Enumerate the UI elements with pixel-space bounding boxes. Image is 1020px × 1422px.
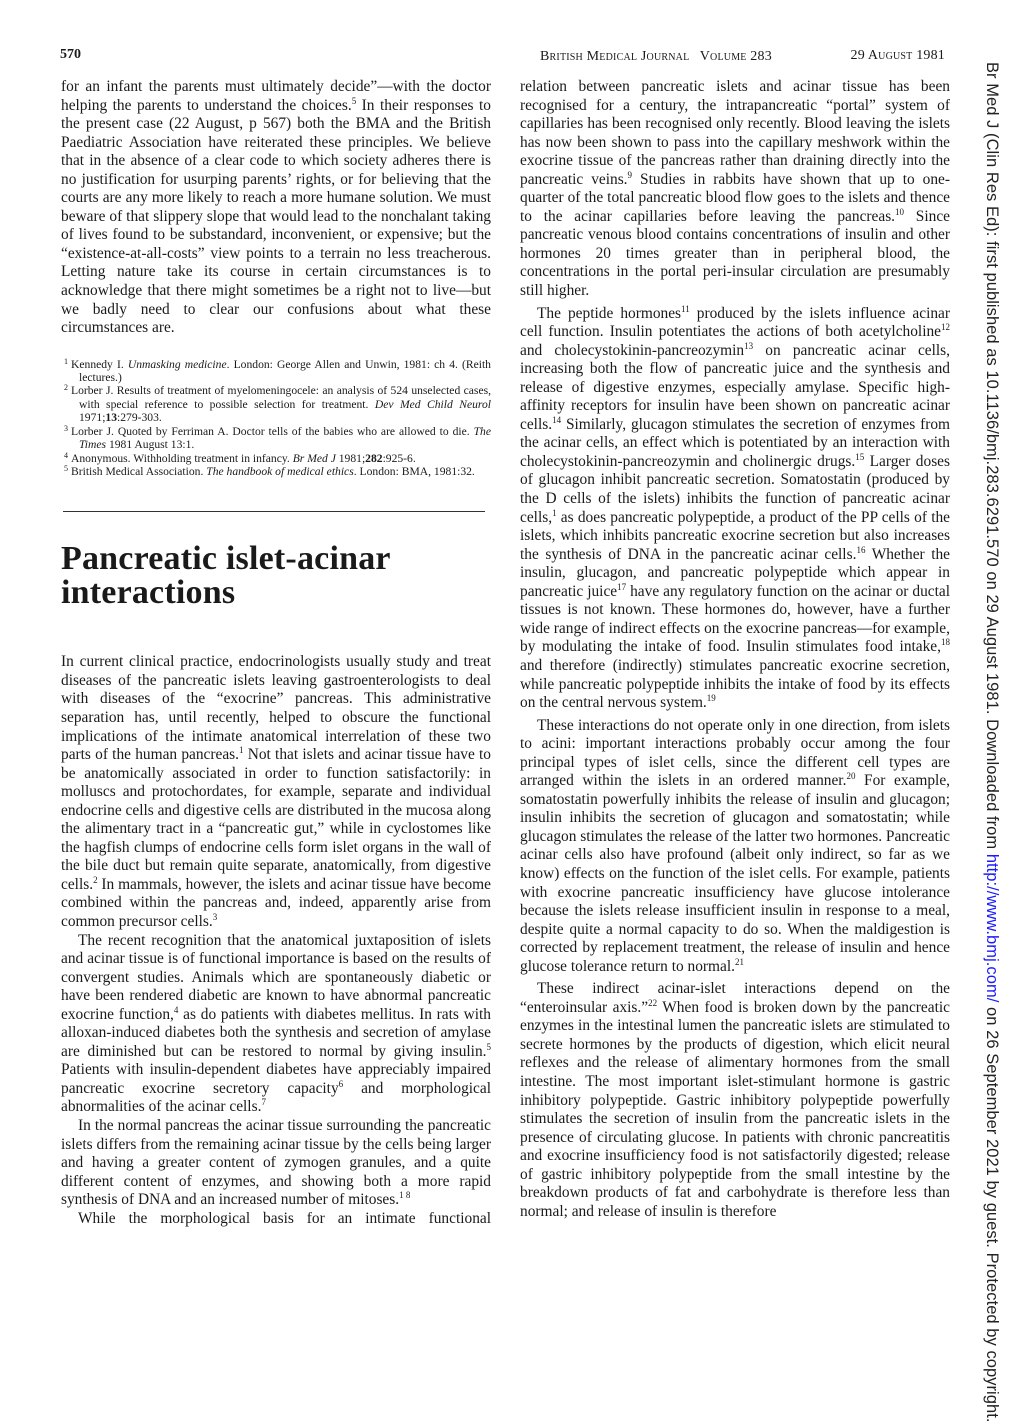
- reference-number: 1: [64, 356, 68, 366]
- journal-name-text: British Medical Journal: [540, 49, 690, 64]
- source-title: Br Med J: [292, 451, 336, 465]
- citation: 12: [941, 322, 950, 333]
- citation: 21: [734, 956, 744, 967]
- text: as does pancreatic polypeptide, a product of the PP cells of the islets, which inhibits pancreatic exocrine secretion but also increases the synthesis of DNA in the pancreatic acinar cells.: [520, 508, 950, 563]
- paragraph-continued: [520, 78, 950, 301]
- citation: 1 8: [399, 1190, 411, 1201]
- text: In mammals, however, the islets and acinar tissue have become combined within the pancreas and, indeed, apparently arise from common precursor cells.: [61, 875, 491, 930]
- reference-item: [61, 452, 491, 465]
- text: While the morphological basis for an intimate functional: [78, 1209, 491, 1227]
- citation: 1: [239, 745, 244, 756]
- download-notice-sidebar: [982, 62, 1001, 1422]
- paragraph: [61, 1117, 491, 1210]
- text: Lorber J. Results of treatment of myelomeningocele: an analysis of 524 unselected cases, with special reference to possible selection for treatment.: [71, 384, 491, 411]
- citation: 13: [744, 340, 754, 351]
- text: In the normal pancreas the acinar tissue surrounding the pancreatic islets differs from the remaining acinar tissue by the cells being larger and having a greater content of zymogen granules, and a quite different content of enzymes, and showing both a more rapid synthesis of DNA and an increased number of mitoses.: [61, 1116, 491, 1209]
- text: . London: BMA, 1981:32.: [353, 464, 475, 478]
- source-title: The handbook of medical ethics: [206, 464, 354, 478]
- citation: 16: [856, 544, 866, 555]
- citation: 9: [627, 169, 633, 180]
- reference-number: 2: [64, 383, 68, 393]
- text: Kennedy I.: [71, 357, 128, 371]
- sidebar-text: on 26 September 2021 by guest. Protected by copyright.: [983, 1002, 1001, 1422]
- text: In current clinical practice, endocrinologists usually study and treat diseases of the pancreatic islets leaving gastroenterologists to deal with diseases of the “exocrine” pancreas. This administrative separation has, until recently, helped to obscure the functional implications of the intimate anatomical interrelation of these two parts of the human pancreas.: [61, 653, 491, 764]
- text: Similarly, glucagon stimulates the secretion of enzymes from the acinar cells, an effect which is potentiated by an interaction with cholecystokinin-pancreozymin and cholinergic drugs.: [520, 415, 950, 470]
- text: British Medical Association.: [71, 464, 207, 478]
- article-title: Pancreatic islet-acinar interactions: [61, 540, 391, 612]
- reference-item: [61, 425, 491, 452]
- text: These interactions do not operate only in one direction, from islets to acini: important interactions probably occur among the four principal types of islet cells, since the different cell types are arranged within the islets in an ordered manner.: [520, 716, 950, 790]
- citation: 19: [706, 693, 716, 704]
- citation: 5: [486, 1041, 491, 1052]
- text: Larger doses of glucagon inhibit pancreatic secretion. Somatostatin (produced by the D cells of the islets) inhibits the function of pancreatic acinar cells,: [520, 452, 950, 526]
- text: . London: George Allen and Unwin, 1981: ch 4. (Reith lectures.): [79, 357, 491, 385]
- text: for an infant the parents must ultimately decide”—with the doctor helping the parents to understand the choices.: [61, 78, 491, 114]
- reference-item: [61, 358, 491, 385]
- paragraph: [520, 980, 950, 1221]
- text: relation between pancreatic islets and acinar tissue has been recognised for a century, the intrapancreatic “portal” system of capillaries has been recognised only recently. Blood leaving the islets has now been shown to pass into the capillary meshwork within the exocrine tissue of the pancreas rather than draining directly into the pancreatic veins.: [520, 78, 950, 188]
- left-column: [61, 78, 491, 1228]
- text: and cholecystokinin-pancreozymin: [520, 341, 745, 359]
- volume: 282: [365, 451, 383, 465]
- text: Lorber J. Quoted by Ferriman A. Doctor tells of the babies who are allowed to die.: [71, 424, 474, 438]
- reference-item: [61, 465, 491, 478]
- page-number: 570: [60, 47, 81, 62]
- text: For example, somatostatin powerfully inhibits the release of insulin and glucagon; insulin inhibits the secretion of glucagon and somatostatin; while glucagon stimulates the release of the latter two hormones. Pancreatic acinar cells also have profound (albeit only indirect, so far as we know) effects on the function of the islet cells. For example, patients with exocrine pancreatic insufficiency have glucose intolerance because the islets release insufficient insulin in response to a meal, despite quite a normal capacity to do so. When the maldigestion is corrected by replacement treatment, the release of insulin and hence glucose tolerance return to normal.: [520, 772, 950, 975]
- text: In their responses to the present case (22 August, p 567) both the BMA and the British Paediatric Association have reiterated these principles. We believe that in the absence of a clear code to which society adheres there is no justification for usurping parents’ rights, or for believing that the courts are any more likely to reach a more humane solution. We must beware of that slippery slope that would lead to the nonchalant taking of lives found to be substandard, inconvenient, or expensive; but the “existence-at-all-costs” view points to a terrain no less treacherous. Letting nature take its course in certain circumstances is to acknowledge that there might sometimes be a right not to live—but we badly need to clear our confusions about what these circumstances are.: [61, 96, 492, 337]
- citation: 18: [941, 637, 950, 648]
- citation: 17: [617, 581, 627, 592]
- citation: 22: [648, 997, 658, 1008]
- text: :925-6.: [382, 451, 416, 465]
- citation: 3: [212, 911, 218, 922]
- text: The peptide hormones: [537, 304, 682, 322]
- citation: 10: [895, 206, 905, 217]
- text: 1971;: [79, 411, 106, 425]
- reference-number: 3: [64, 423, 68, 433]
- text: 1981;: [335, 451, 366, 465]
- citation: 6: [338, 1078, 344, 1089]
- journal-name: [540, 48, 772, 65]
- text: These indirect acinar-islet interactions depend on the “enteroinsular axis.”: [520, 980, 950, 1016]
- text: Whether the insulin, glucagon, and pancreatic polypeptide which appear in pancreatic juice: [520, 545, 951, 600]
- text: :279-303.: [117, 411, 162, 425]
- reference-list: [61, 358, 491, 479]
- running-head: [540, 48, 945, 65]
- paragraph: [520, 305, 950, 713]
- source-title: The Times: [79, 424, 491, 452]
- text: The recent recognition that the anatomical juxtaposition of islets and acinar tissue is of functional importance is based on the results of convergent studies. Animals which are spontaneously diabetic or have been rendered diabetic are known to have abnormal pancreatic exocrine function,: [61, 931, 491, 1023]
- text: have any regulatory function on the acinar or ductal tissues is not known. These hormones do, however, have a further wide range of indirect effects on the exocrine pancreas—for example, by modulating the intake of food. Insulin stimulates food intake,: [520, 582, 950, 656]
- sidebar-text: Br Med J (Clin Res Ed): first published as 10.1136/bmj.283.6291.570 on 29 August 1981. Downloaded from: [983, 62, 1001, 854]
- source-title: Unmasking medicine: [127, 357, 227, 371]
- section-divider: [63, 511, 485, 512]
- text: When food is broken down by the pancreatic enzymes in the intestinal lumen the pancreatic islets are stimulated to secrete hormones by the products of digestion, which elicit neural reflexes and the release of alimentary hormones from the small intestine. The most important islet-stimulant hormone is gastric inhibitory polypeptide. Gastric inhibitory polypeptide powerfully stimulates the secretion of insulin from the pancreatic islets in the presence of circulating glucose. In patients with chronic pancreatitis and exocrine insufficiency food is not satisfactorily digested; release of gastric inhibitory polypeptide from the small intestine by the breakdown products of fat and carbohydrate is therefore less than normal; and release of insulin is therefore: [520, 998, 950, 1220]
- text: Patients with insulin-dependent diabetes have appreciably impaired pancreatic exocrine secretory capacity: [61, 1061, 491, 1097]
- text: and therefore (indirectly) stimulates pancreatic exocrine secretion, while pancreatic polypeptide inhibits the intake of food by its effects on the central nervous system.: [520, 656, 950, 712]
- bmj-link[interactable]: http://www.bmj.com/: [983, 853, 1001, 1003]
- text: on pancreatic acinar cells, increasing both the flow of pancreatic juice and the synthesis and release of digestive enzymes, especially amylase. Specific high-affinity receptors for insulin have been shown on pancreatic acinar cells.: [520, 341, 950, 433]
- citation: 14: [552, 414, 562, 425]
- text: produced by the islets influence acinar cell function. Insulin potentiates the actions of both acetylcholine: [520, 304, 950, 341]
- volume: Volume 283: [699, 49, 772, 64]
- reference-number: 4: [64, 450, 68, 460]
- citation: 2: [93, 874, 98, 885]
- article-body-left: [61, 653, 491, 1228]
- paragraph: [61, 653, 491, 931]
- paragraph: [61, 1210, 491, 1229]
- paragraph: [520, 717, 950, 977]
- citation: 11: [681, 303, 690, 314]
- paragraph: [61, 932, 491, 1117]
- issue-date: 29 August 1981: [850, 48, 945, 63]
- volume: 13: [105, 411, 118, 425]
- citation: 20: [846, 771, 856, 782]
- text: Anonymous. Withholding treatment in infancy.: [71, 451, 293, 465]
- reference-number: 5: [64, 463, 68, 473]
- previous-article-paragraph: [61, 78, 491, 338]
- citation: 15: [855, 451, 865, 462]
- text: as do patients with diabetes mellitus. In rats with alloxan-induced diabetes both the synthesis and secretion of amylase are diminished but can be restored to normal by giving insulin.: [61, 1005, 492, 1060]
- citation: 1: [552, 507, 557, 518]
- citation: 7: [261, 1097, 266, 1108]
- text: Studies in rabbits have shown that up to one-quarter of the total pancreatic blood flow goes to the islets and thence to the acinar capillaries before leaving the pancreas.: [520, 170, 950, 225]
- text: Since pancreatic venous blood contains concentrations of insulin and other hormones 20 times greater than in peripheral blood, the concentrations in the portal peri-insular circulation are presumably still higher.: [520, 207, 950, 300]
- citation: 5: [351, 95, 357, 106]
- citation: 4: [173, 1004, 179, 1015]
- text: and morphological abnormalities of the acinar cells.: [61, 1079, 491, 1116]
- source-title: Dev Med Child Neurol: [374, 397, 491, 411]
- right-column: [520, 78, 950, 1221]
- text: Not that islets and acinar tissue have to be anatomically associated in order to function satisfactorily: in molluscs and protochordates, for example, separate and individual endocrine cells and digestive cells are distributed in the mucosa along the alimentary tract in a “pancreatic gut,” while in cyclostomes like the hagfish clumps of endocrine cells form islet organs in the wall of the bile duct but remain quite separate, anatomically, from digestive cells.: [61, 746, 492, 893]
- reference-item: [61, 384, 491, 424]
- text: 1981 August 13:1.: [106, 438, 195, 452]
